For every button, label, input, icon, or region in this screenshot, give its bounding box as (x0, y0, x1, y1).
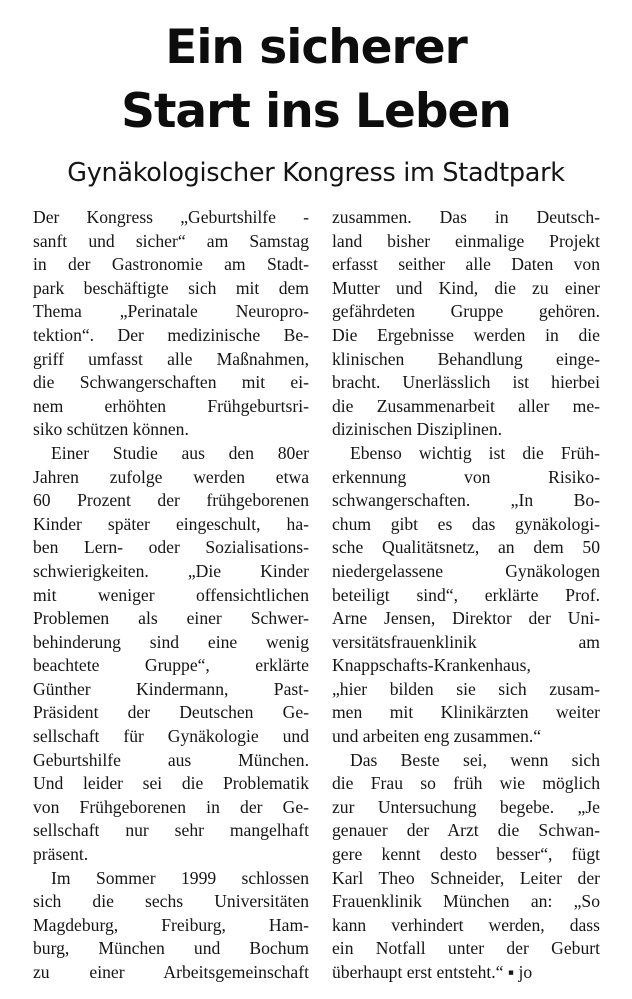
text-line: niedergelassene Gynäkologen (332, 560, 600, 581)
text-line: die Frau so früh wie möglich (332, 773, 600, 794)
text-line: die Schwangerschaften mit ei- (33, 372, 309, 393)
text-line: überhaupt erst entsteht.“ ▪ jo (332, 962, 533, 982)
text-line: beachtete Gruppe“, erklärte (33, 655, 309, 676)
text-line: von Frühgeborenen in der Ge- (33, 796, 309, 817)
text-line: Arne Jensen, Direktor der Uni- (332, 608, 600, 629)
text-line: mit weniger offensichtlichen (33, 584, 309, 605)
text-line: nem erhöhten Frühgeburtsri- (33, 395, 309, 416)
text-line: und arbeiten eng zusammen.“ (332, 726, 542, 747)
text-line: griff umfasst alle Maßnahmen, (33, 348, 309, 369)
text-line: versitätsfrauenklinik am (332, 631, 600, 652)
text-line: erfasst seither alle Daten von (332, 254, 600, 275)
text-line: Thema „Perinatale Neuropro- (33, 301, 309, 322)
text-line: Präsident der Deutschen Ge- (33, 702, 309, 723)
text-line: zusammen. Das in Deutsch- (332, 207, 600, 227)
text-line: ein Notfall unter der Geburt (332, 938, 600, 959)
text-line: dizinischen Disziplinen. (332, 419, 503, 440)
text-line: Die Ergebnisse werden in die (332, 324, 600, 345)
text-line: gefährdeten Gruppe gehören. (332, 301, 600, 322)
text-line: klinischen Behandlung einge- (332, 348, 600, 369)
text-line: Frauenklinik München an: „So (332, 891, 600, 912)
text-line: sche Qualitätsnetz, an dem 50 (332, 537, 600, 558)
article-column-left (33, 206, 309, 985)
text-line: Knappschafts-Krankenhaus, (332, 655, 531, 676)
text-line: park beschäftigte sich mit dem (33, 277, 309, 298)
text-line: die Zusammenarbeit aller me- (332, 395, 600, 416)
text-line: Karl Theo Schneider, Leiter der (332, 867, 600, 888)
text-line: schwierigkeiten. „Die Kinder (33, 560, 309, 581)
text-line: behinderung sind eine wenig (33, 631, 309, 652)
text-line: ben Lern- oder Sozialisations- (33, 537, 309, 558)
text-line: burg, München und Bochum (33, 938, 309, 959)
text-line: kann verhindert werden, dass (332, 914, 600, 935)
text-line: Kinder später eingeschult, ha- (33, 513, 309, 534)
text-line: Problemen als einer Schwer- (33, 608, 309, 629)
text-line: Jahren zufolge werden etwa (33, 466, 309, 487)
subheadline: Gynäkologischer Kongress im Stadtpark (67, 158, 565, 188)
text-line: schwangerschaften. „In Bo- (332, 490, 600, 511)
text-line: sanft und sicher“ am Samstag (33, 230, 309, 251)
text-line: Ebenso wichtig ist die Früh- (350, 442, 600, 463)
text-line: Günther Kindermann, Past- (33, 678, 309, 699)
text-line: Geburtshilfe aus München. (33, 749, 309, 770)
text-line: sellschaft nur sehr mangelhaft (33, 820, 309, 841)
text-line: bracht. Unerlässlich ist hierbei (332, 372, 600, 393)
text-line: siko schützen können. (33, 419, 189, 440)
headline-line-2: Start ins Leben (121, 84, 511, 139)
text-line: tektion“. Der medizinische Be- (33, 324, 309, 345)
text-line: präsent. (33, 844, 89, 865)
text-line: beteiligt sind“, erklärte Prof. (332, 584, 600, 605)
text-line: men mit Klinikärzten weiter (332, 702, 600, 723)
text-line: zu einer Arbeitsgemeinschaft (33, 962, 309, 982)
text-line: Der Kongress „Geburtshilfe - (33, 207, 309, 227)
article-column-right (332, 206, 600, 985)
text-line: chum gibt es das gynäkologi- (332, 513, 600, 534)
text-line: zur Untersuchung begebe. „Je (332, 796, 600, 817)
text-line: Und leider sei die Problematik (33, 773, 309, 794)
text-line: sich die sechs Universitäten (33, 891, 309, 912)
text-line: Das Beste sei, wenn sich (350, 749, 600, 770)
text-line: sellschaft für Gynäkologie und (33, 726, 309, 747)
text-line: in der Gastronomie am Stadt- (33, 254, 309, 275)
text-line: Im Sommer 1999 schlossen (51, 867, 309, 888)
text-line: „hier bilden sie sich zusam- (332, 678, 600, 699)
text-line: Magdeburg, Freiburg, Ham- (33, 914, 309, 935)
headline-line-1: Ein sicherer (165, 20, 467, 75)
text-line: 60 Prozent der frühgeborenen (33, 490, 309, 511)
text-line: erkennung von Risiko- (332, 466, 600, 487)
text-line: land bisher einmalige Projekt (332, 230, 600, 251)
text-line: Mutter und Kind, die zu einer (332, 277, 600, 298)
text-line: Einer Studie aus den 80er (51, 442, 309, 463)
text-line: gere kennt desto besser“, fügt (332, 844, 600, 865)
text-line: genauer der Arzt die Schwan- (332, 820, 600, 841)
